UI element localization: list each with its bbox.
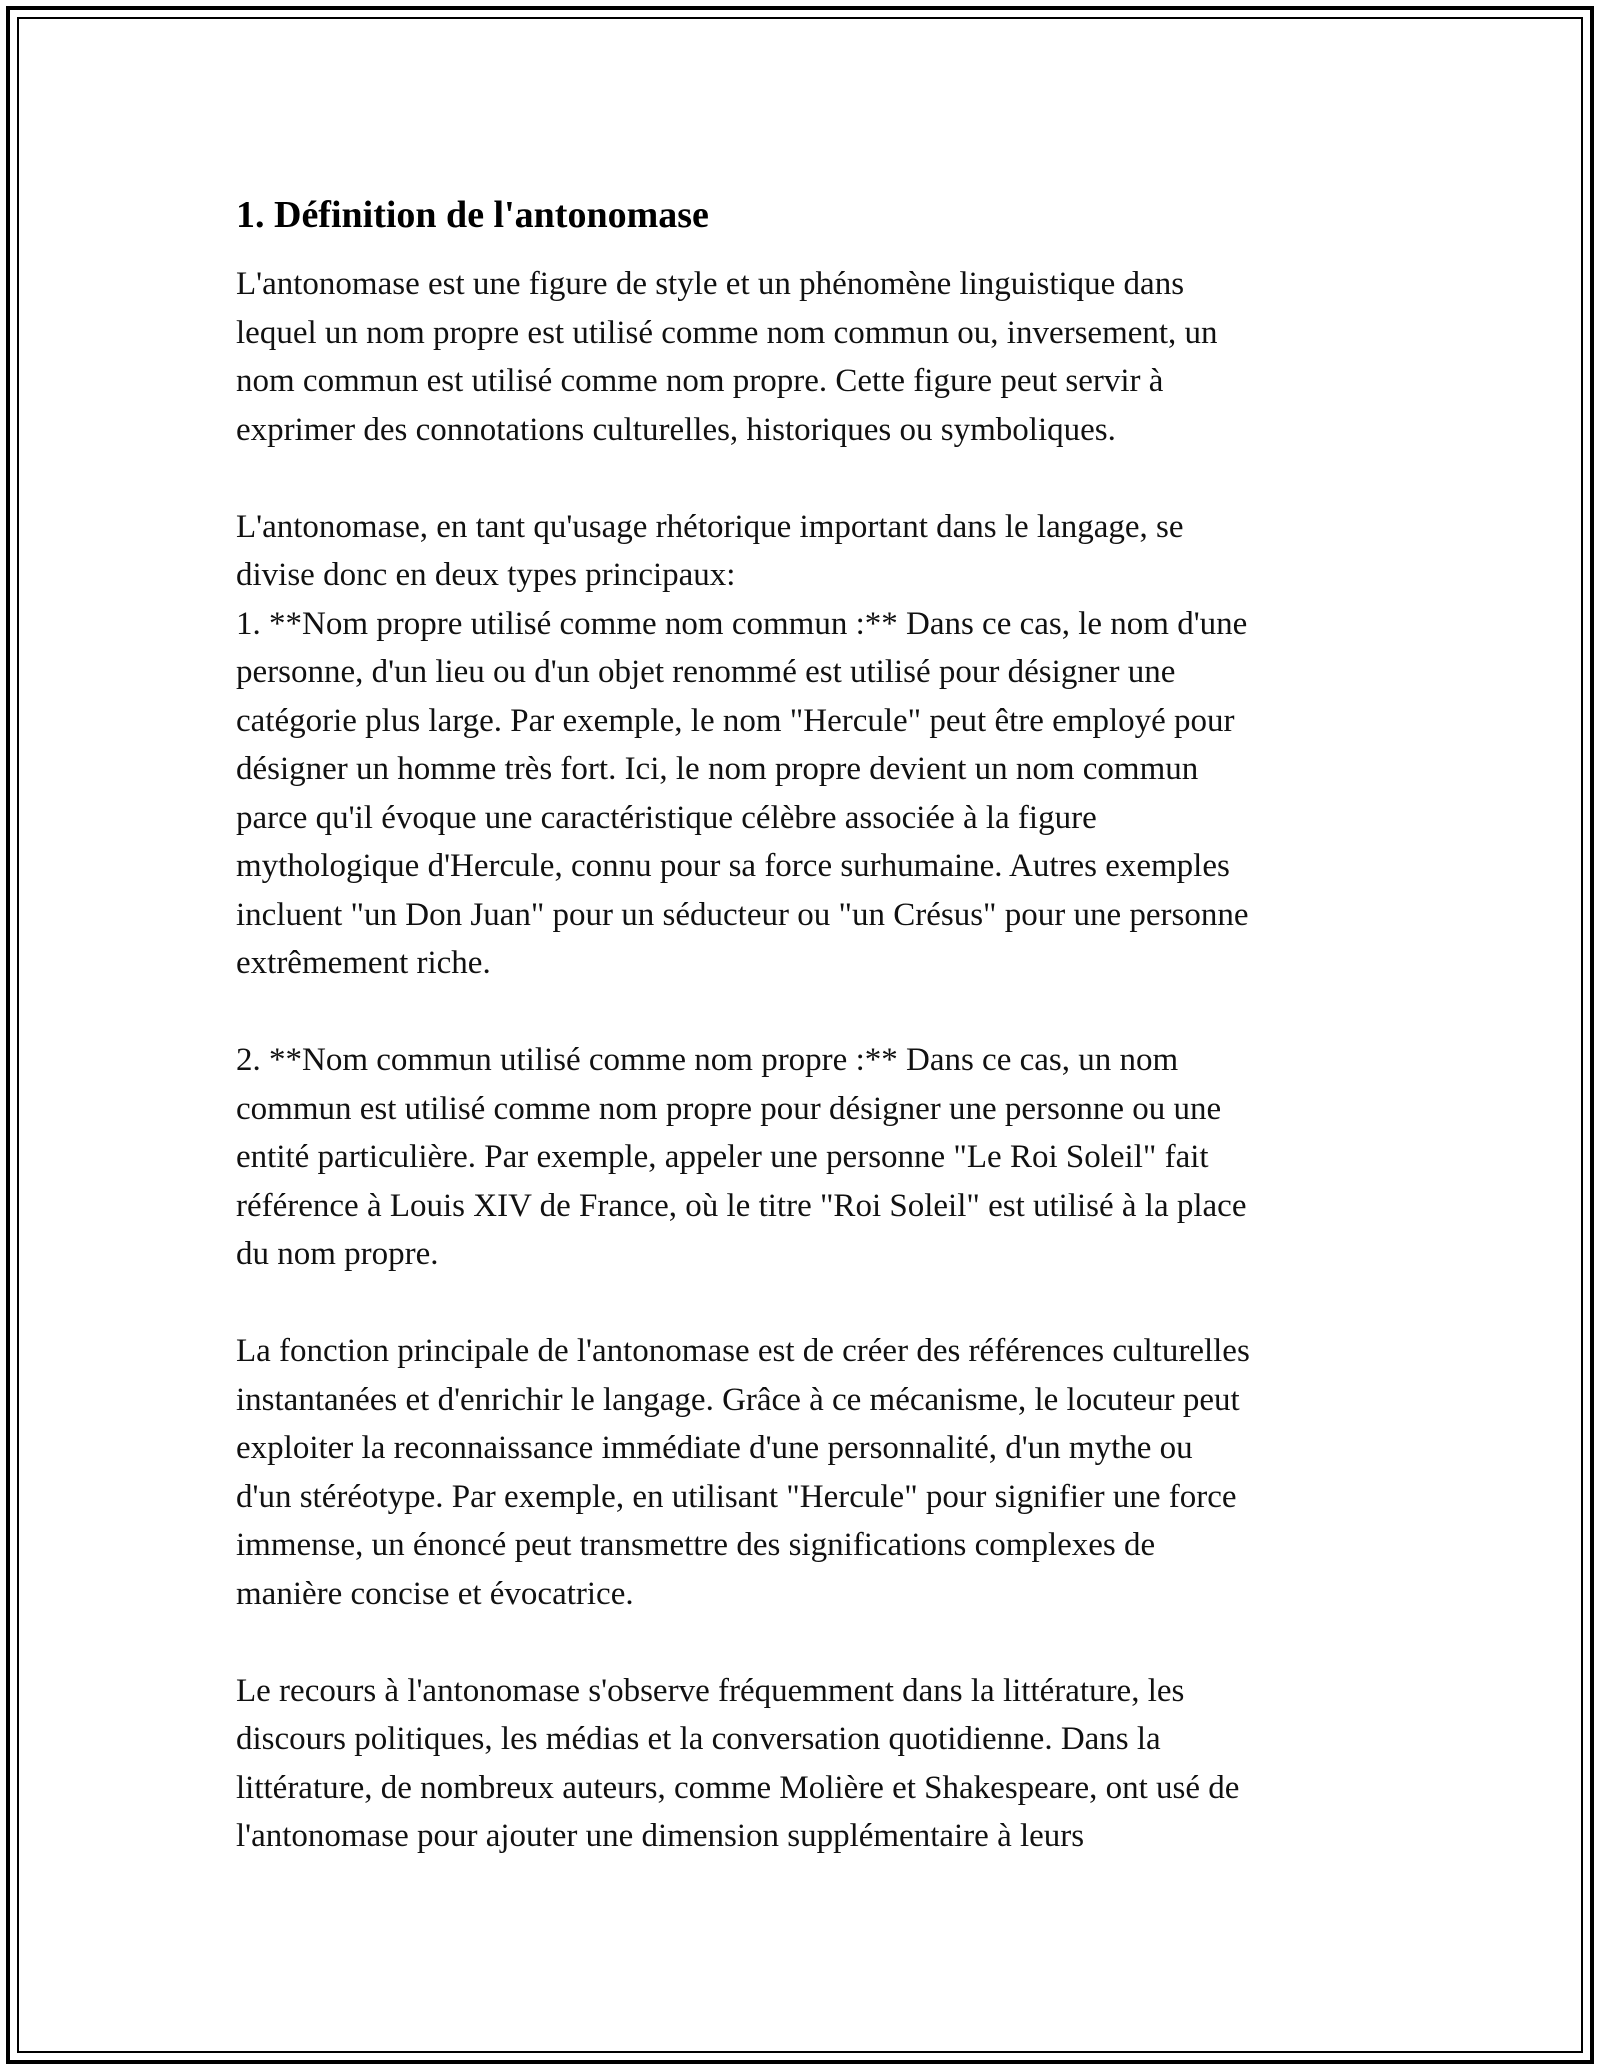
section-heading: 1. Définition de l'antonomase [236,194,709,236]
document-body [236,184,1376,1861]
paragraph-types: L'antonomase, en tant qu'usage rhétorique important dans le langage, se divise donc en deux types principaux: 1. **Nom propre utilisé comme nom commun :** Dans ce cas, le nom d'une personne, d'un lieu ou d'un objet renommé est utilisé pour désigner une catégorie plus large. Par exemple, le nom "Hercule" peut être employé pour désigner un homme très fort. Ici, le nom propre devient un nom commun parce qu'il évoque une caractéristique célèbre associée à la figure mythologique d'Hercule, connu pour sa force surhumaine. Autres exemples incluent "un Don Juan" pour un séducteur ou "un Crésus" pour une personne extrêmement riche. [236,508,1249,981]
paragraph-type-2: 2. **Nom commun utilisé comme nom propre :** Dans ce cas, un nom commun est utilisé comme nom propre pour désigner une personne ou une entité particulière. Par exemple, appeler une personne "Le Roi Soleil" fait référence à Louis XIV de France, où le titre "Roi Soleil" est utilisé à la place du nom propre. [236,1042,1247,1272]
paragraph-usage: Le recours à l'antonomase s'observe fréquemment dans la littérature, les discours politiques, les médias et la conversation quotidienne. Dans la littérature, de nombreux auteurs, comme Molière et Shakespeare, ont usé de l'antonomase pour ajouter une dimension supplémentaire à leurs [236,1672,1240,1854]
paragraph-function: La fonction principale de l'antonomase est de créer des références culturelles instantanées et d'enrichir le langage. Grâce à ce mécanisme, le locuteur peut exploiter la reconnaissance immédiate d'une personnalité, d'un mythe ou d'un stéréotype. Par exemple, en utilisant "Hercule" pour signifier une force immense, un énoncé peut transmettre des significations complexes de manière concise et évocatrice. [236,1333,1250,1612]
paragraph-definition: L'antonomase est une figure de style et un phénomène linguistique dans lequel un nom propre est utilisé comme nom commun ou, inversement, un nom commun est utilisé comme nom propre. Cette figure peut servir à exprimer des connotations culturelles, historiques ou symboliques. [236,266,1218,448]
